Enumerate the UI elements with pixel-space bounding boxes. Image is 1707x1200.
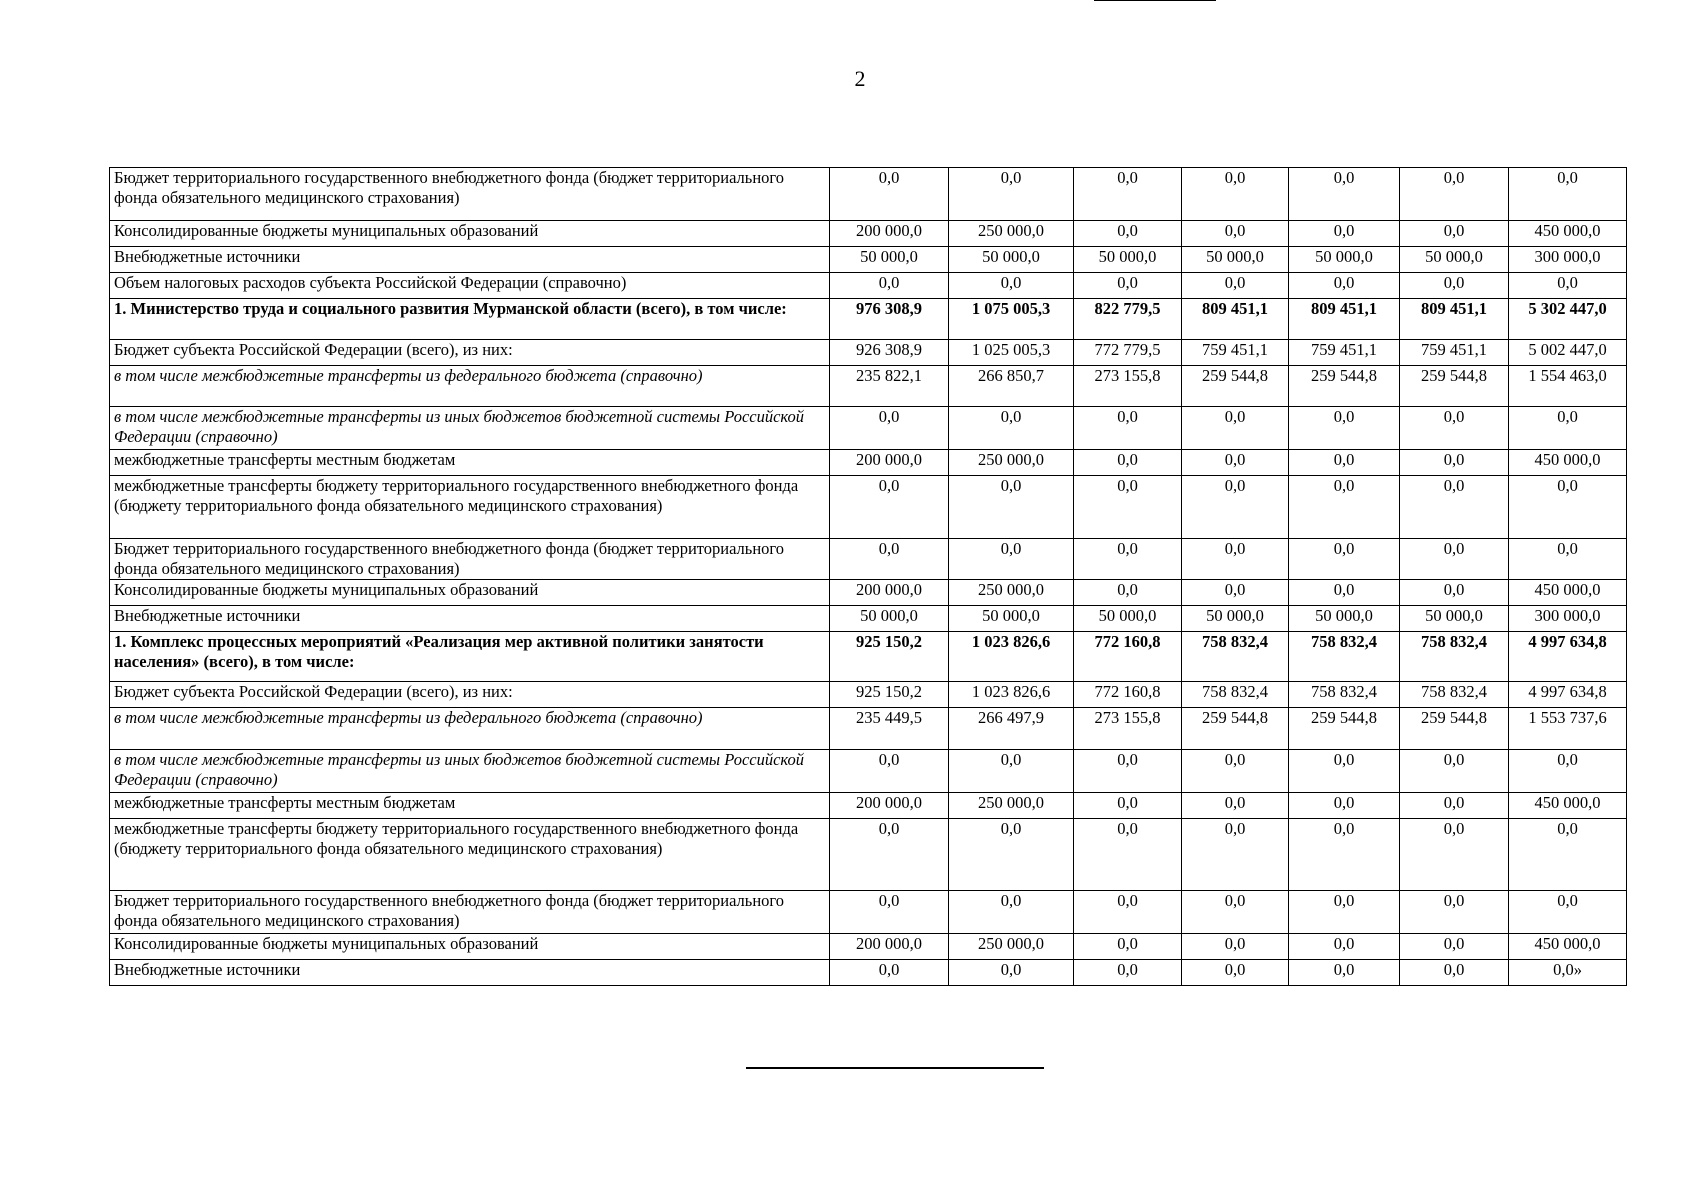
value-cell: 0,0 [1074, 273, 1182, 299]
value-cell: 0,0 [1509, 407, 1627, 450]
table-row [110, 221, 1627, 247]
value-cell: 0,0 [1074, 221, 1182, 247]
value-cell: 259 544,8 [1400, 708, 1509, 750]
value-cell: 925 150,2 [830, 632, 949, 682]
table-row [110, 960, 1627, 986]
value-cell: 450 000,0 [1509, 580, 1627, 606]
value-cell: 0,0 [830, 168, 949, 221]
value-cell: 1 553 737,6 [1509, 708, 1627, 750]
value-cell: 0,0 [830, 750, 949, 793]
value-cell: 0,0 [1400, 168, 1509, 221]
value-cell: 0,0 [1289, 476, 1400, 539]
value-cell: 0,0 [1182, 580, 1289, 606]
value-cell: 0,0 [1400, 793, 1509, 819]
value-cell: 0,0 [1074, 750, 1182, 793]
row-label: межбюджетные трансферты местным бюджетам [110, 793, 830, 819]
value-cell: 259 544,8 [1400, 366, 1509, 407]
value-cell: 259 544,8 [1182, 366, 1289, 407]
value-cell: 0,0 [1074, 934, 1182, 960]
table-row [110, 682, 1627, 708]
value-cell: 0,0 [1509, 819, 1627, 891]
table-row [110, 340, 1627, 366]
value-cell: 0,0 [1074, 580, 1182, 606]
value-cell: 0,0 [1400, 934, 1509, 960]
value-cell: 250 000,0 [949, 793, 1074, 819]
value-cell: 0,0 [1400, 960, 1509, 986]
value-cell: 50 000,0 [1182, 247, 1289, 273]
value-cell: 0,0 [1289, 891, 1400, 934]
table-row [110, 793, 1627, 819]
value-cell: 50 000,0 [1289, 247, 1400, 273]
value-cell: 0,0 [1182, 476, 1289, 539]
value-cell: 250 000,0 [949, 221, 1074, 247]
value-cell: 50 000,0 [1074, 606, 1182, 632]
table-row [110, 539, 1627, 580]
value-cell: 0,0 [1400, 476, 1509, 539]
value-cell: 200 000,0 [830, 580, 949, 606]
value-cell: 772 160,8 [1074, 632, 1182, 682]
table-row [110, 299, 1627, 340]
value-cell: 0,0 [830, 819, 949, 891]
value-cell: 50 000,0 [1074, 247, 1182, 273]
row-label: межбюджетные трансферты бюджету территориального государственного внебюджетного фонда (бюджету территориального фонда обязательного медицинского страхования) [110, 476, 830, 539]
table-row [110, 247, 1627, 273]
row-label: в том числе межбюджетные трансферты из иных бюджетов бюджетной системы Российской Федерации (справочно) [110, 407, 830, 450]
value-cell: 0,0 [1182, 819, 1289, 891]
row-label: 1. Министерство труда и социального развития Мурманской области (всего), в том числе: [110, 299, 830, 340]
value-cell: 50 000,0 [949, 247, 1074, 273]
table-row [110, 708, 1627, 750]
row-label: межбюджетные трансферты местным бюджетам [110, 450, 830, 476]
value-cell: 4 997 634,8 [1509, 632, 1627, 682]
value-cell: 0,0 [830, 960, 949, 986]
value-cell: 450 000,0 [1509, 934, 1627, 960]
value-cell: 0,0 [1182, 750, 1289, 793]
value-cell: 0,0 [1400, 819, 1509, 891]
value-cell: 0,0 [1182, 273, 1289, 299]
value-cell: 250 000,0 [949, 580, 1074, 606]
value-cell: 925 150,2 [830, 682, 949, 708]
value-cell: 50 000,0 [1182, 606, 1289, 632]
row-label: Консолидированные бюджеты муниципальных образований [110, 580, 830, 606]
value-cell: 1 023 826,6 [949, 632, 1074, 682]
value-cell: 0,0 [1400, 407, 1509, 450]
row-label: Консолидированные бюджеты муниципальных образований [110, 934, 830, 960]
value-cell: 0,0 [1400, 221, 1509, 247]
value-cell: 0,0 [1289, 960, 1400, 986]
value-cell: 0,0 [1182, 960, 1289, 986]
value-cell: 0,0» [1509, 960, 1627, 986]
value-cell: 758 832,4 [1400, 632, 1509, 682]
row-label: Бюджет субъекта Российской Федерации (всего), из них: [110, 340, 830, 366]
value-cell: 0,0 [1400, 580, 1509, 606]
value-cell: 0,0 [1182, 221, 1289, 247]
row-label: Консолидированные бюджеты муниципальных образований [110, 221, 830, 247]
value-cell: 759 451,1 [1289, 340, 1400, 366]
value-cell: 0,0 [1182, 407, 1289, 450]
value-cell: 0,0 [1400, 750, 1509, 793]
value-cell: 0,0 [1074, 476, 1182, 539]
value-cell: 200 000,0 [830, 793, 949, 819]
value-cell: 50 000,0 [830, 247, 949, 273]
value-cell: 259 544,8 [1289, 708, 1400, 750]
value-cell: 0,0 [1509, 539, 1627, 580]
row-label: Внебюджетные источники [110, 606, 830, 632]
value-cell: 772 160,8 [1074, 682, 1182, 708]
value-cell: 759 451,1 [1182, 340, 1289, 366]
value-cell: 200 000,0 [830, 450, 949, 476]
row-label: Бюджет территориального государственного внебюджетного фонда (бюджет территориального фонда обязательного медицинского страхования) [110, 539, 830, 580]
value-cell: 0,0 [1289, 819, 1400, 891]
value-cell: 0,0 [949, 819, 1074, 891]
value-cell: 0,0 [1509, 891, 1627, 934]
value-cell: 0,0 [1289, 750, 1400, 793]
value-cell: 0,0 [1182, 168, 1289, 221]
value-cell: 0,0 [1074, 819, 1182, 891]
table-row [110, 273, 1627, 299]
table-row [110, 407, 1627, 450]
value-cell: 0,0 [1400, 891, 1509, 934]
row-label: межбюджетные трансферты бюджету территориального государственного внебюджетного фонда (бюджету территориального фонда обязательного медицинского страхования) [110, 819, 830, 891]
value-cell: 259 544,8 [1289, 366, 1400, 407]
value-cell: 0,0 [1400, 539, 1509, 580]
value-cell: 300 000,0 [1509, 606, 1627, 632]
value-cell: 5 302 447,0 [1509, 299, 1627, 340]
value-cell: 0,0 [1074, 450, 1182, 476]
row-label: в том числе межбюджетные трансферты из федерального бюджета (справочно) [110, 708, 830, 750]
value-cell: 0,0 [830, 273, 949, 299]
value-cell: 758 832,4 [1182, 632, 1289, 682]
value-cell: 0,0 [949, 960, 1074, 986]
value-cell: 0,0 [1289, 407, 1400, 450]
value-cell: 0,0 [1074, 960, 1182, 986]
value-cell: 0,0 [1074, 168, 1182, 221]
value-cell: 450 000,0 [1509, 793, 1627, 819]
value-cell: 0,0 [1289, 580, 1400, 606]
value-cell: 0,0 [830, 891, 949, 934]
value-cell: 4 997 634,8 [1509, 682, 1627, 708]
value-cell: 235 822,1 [830, 366, 949, 407]
value-cell: 273 155,8 [1074, 708, 1182, 750]
value-cell: 0,0 [830, 539, 949, 580]
value-cell: 0,0 [949, 407, 1074, 450]
value-cell: 0,0 [949, 891, 1074, 934]
row-label: Внебюджетные источники [110, 247, 830, 273]
value-cell: 0,0 [1289, 793, 1400, 819]
table-row [110, 366, 1627, 407]
value-cell: 0,0 [1074, 891, 1182, 934]
value-cell: 0,0 [1509, 168, 1627, 221]
value-cell: 772 779,5 [1074, 340, 1182, 366]
value-cell: 0,0 [1509, 273, 1627, 299]
table-row [110, 632, 1627, 682]
value-cell: 0,0 [1182, 934, 1289, 960]
value-cell: 50 000,0 [1400, 247, 1509, 273]
table-row [110, 819, 1627, 891]
value-cell: 0,0 [1182, 539, 1289, 580]
value-cell: 273 155,8 [1074, 366, 1182, 407]
value-cell: 0,0 [949, 476, 1074, 539]
budget-table-body [110, 168, 1627, 986]
value-cell: 758 832,4 [1182, 682, 1289, 708]
table-row [110, 580, 1627, 606]
row-label: Бюджет территориального государственного внебюджетного фонда (бюджет территориального фонда обязательного медицинского страхования) [110, 168, 830, 221]
value-cell: 809 451,1 [1289, 299, 1400, 340]
value-cell: 50 000,0 [949, 606, 1074, 632]
value-cell: 250 000,0 [949, 450, 1074, 476]
row-label: в том числе межбюджетные трансферты из иных бюджетов бюджетной системы Российской Федерации (справочно) [110, 750, 830, 793]
value-cell: 5 002 447,0 [1509, 340, 1627, 366]
value-cell: 0,0 [1182, 891, 1289, 934]
table-row [110, 476, 1627, 539]
value-cell: 50 000,0 [1289, 606, 1400, 632]
value-cell: 809 451,1 [1400, 299, 1509, 340]
value-cell: 266 850,7 [949, 366, 1074, 407]
page-number: 2 [854, 66, 866, 91]
value-cell: 759 451,1 [1400, 340, 1509, 366]
value-cell: 976 308,9 [830, 299, 949, 340]
value-cell: 259 544,8 [1182, 708, 1289, 750]
value-cell: 0,0 [949, 539, 1074, 580]
value-cell: 0,0 [1289, 168, 1400, 221]
value-cell: 822 779,5 [1074, 299, 1182, 340]
value-cell: 758 832,4 [1289, 682, 1400, 708]
value-cell: 1 075 005,3 [949, 299, 1074, 340]
table-row [110, 934, 1627, 960]
row-label: в том числе межбюджетные трансферты из федерального бюджета (справочно) [110, 366, 830, 407]
table-row [110, 168, 1627, 221]
row-label: Бюджет территориального государственного внебюджетного фонда (бюджет территориального фонда обязательного медицинского страхования) [110, 891, 830, 934]
value-cell: 1 025 005,3 [949, 340, 1074, 366]
value-cell: 0,0 [949, 750, 1074, 793]
table-row [110, 891, 1627, 934]
value-cell: 0,0 [949, 168, 1074, 221]
value-cell: 266 497,9 [949, 708, 1074, 750]
budget-table [109, 167, 1627, 986]
value-cell: 0,0 [1289, 539, 1400, 580]
value-cell: 0,0 [1182, 793, 1289, 819]
value-cell: 450 000,0 [1509, 221, 1627, 247]
value-cell: 50 000,0 [830, 606, 949, 632]
value-cell: 809 451,1 [1182, 299, 1289, 340]
value-cell: 235 449,5 [830, 708, 949, 750]
value-cell: 0,0 [830, 476, 949, 539]
row-label: Внебюджетные источники [110, 960, 830, 986]
value-cell: 200 000,0 [830, 934, 949, 960]
value-cell: 0,0 [830, 407, 949, 450]
value-cell: 0,0 [1289, 934, 1400, 960]
bottom-rule [746, 1067, 1044, 1069]
table-row [110, 750, 1627, 793]
value-cell: 0,0 [1074, 407, 1182, 450]
top-rule [1094, 0, 1216, 1]
value-cell: 450 000,0 [1509, 450, 1627, 476]
value-cell: 0,0 [949, 273, 1074, 299]
value-cell: 0,0 [1182, 450, 1289, 476]
value-cell: 0,0 [1289, 221, 1400, 247]
value-cell: 0,0 [1074, 539, 1182, 580]
value-cell: 1 023 826,6 [949, 682, 1074, 708]
row-label: Объем налоговых расходов субъекта Российской Федерации (справочно) [110, 273, 830, 299]
value-cell: 0,0 [1289, 450, 1400, 476]
value-cell: 0,0 [1289, 273, 1400, 299]
value-cell: 50 000,0 [1400, 606, 1509, 632]
value-cell: 758 832,4 [1289, 632, 1400, 682]
value-cell: 0,0 [1074, 793, 1182, 819]
value-cell: 0,0 [1400, 450, 1509, 476]
value-cell: 0,0 [1509, 476, 1627, 539]
table-row [110, 606, 1627, 632]
table-row [110, 450, 1627, 476]
value-cell: 300 000,0 [1509, 247, 1627, 273]
value-cell: 758 832,4 [1400, 682, 1509, 708]
value-cell: 0,0 [1509, 750, 1627, 793]
value-cell: 250 000,0 [949, 934, 1074, 960]
row-label: 1. Комплекс процессных мероприятий «Реализация мер активной политики занятости населения» (всего), в том числе: [110, 632, 830, 682]
value-cell: 0,0 [1400, 273, 1509, 299]
value-cell: 1 554 463,0 [1509, 366, 1627, 407]
row-label: Бюджет субъекта Российской Федерации (всего), из них: [110, 682, 830, 708]
value-cell: 200 000,0 [830, 221, 949, 247]
value-cell: 926 308,9 [830, 340, 949, 366]
